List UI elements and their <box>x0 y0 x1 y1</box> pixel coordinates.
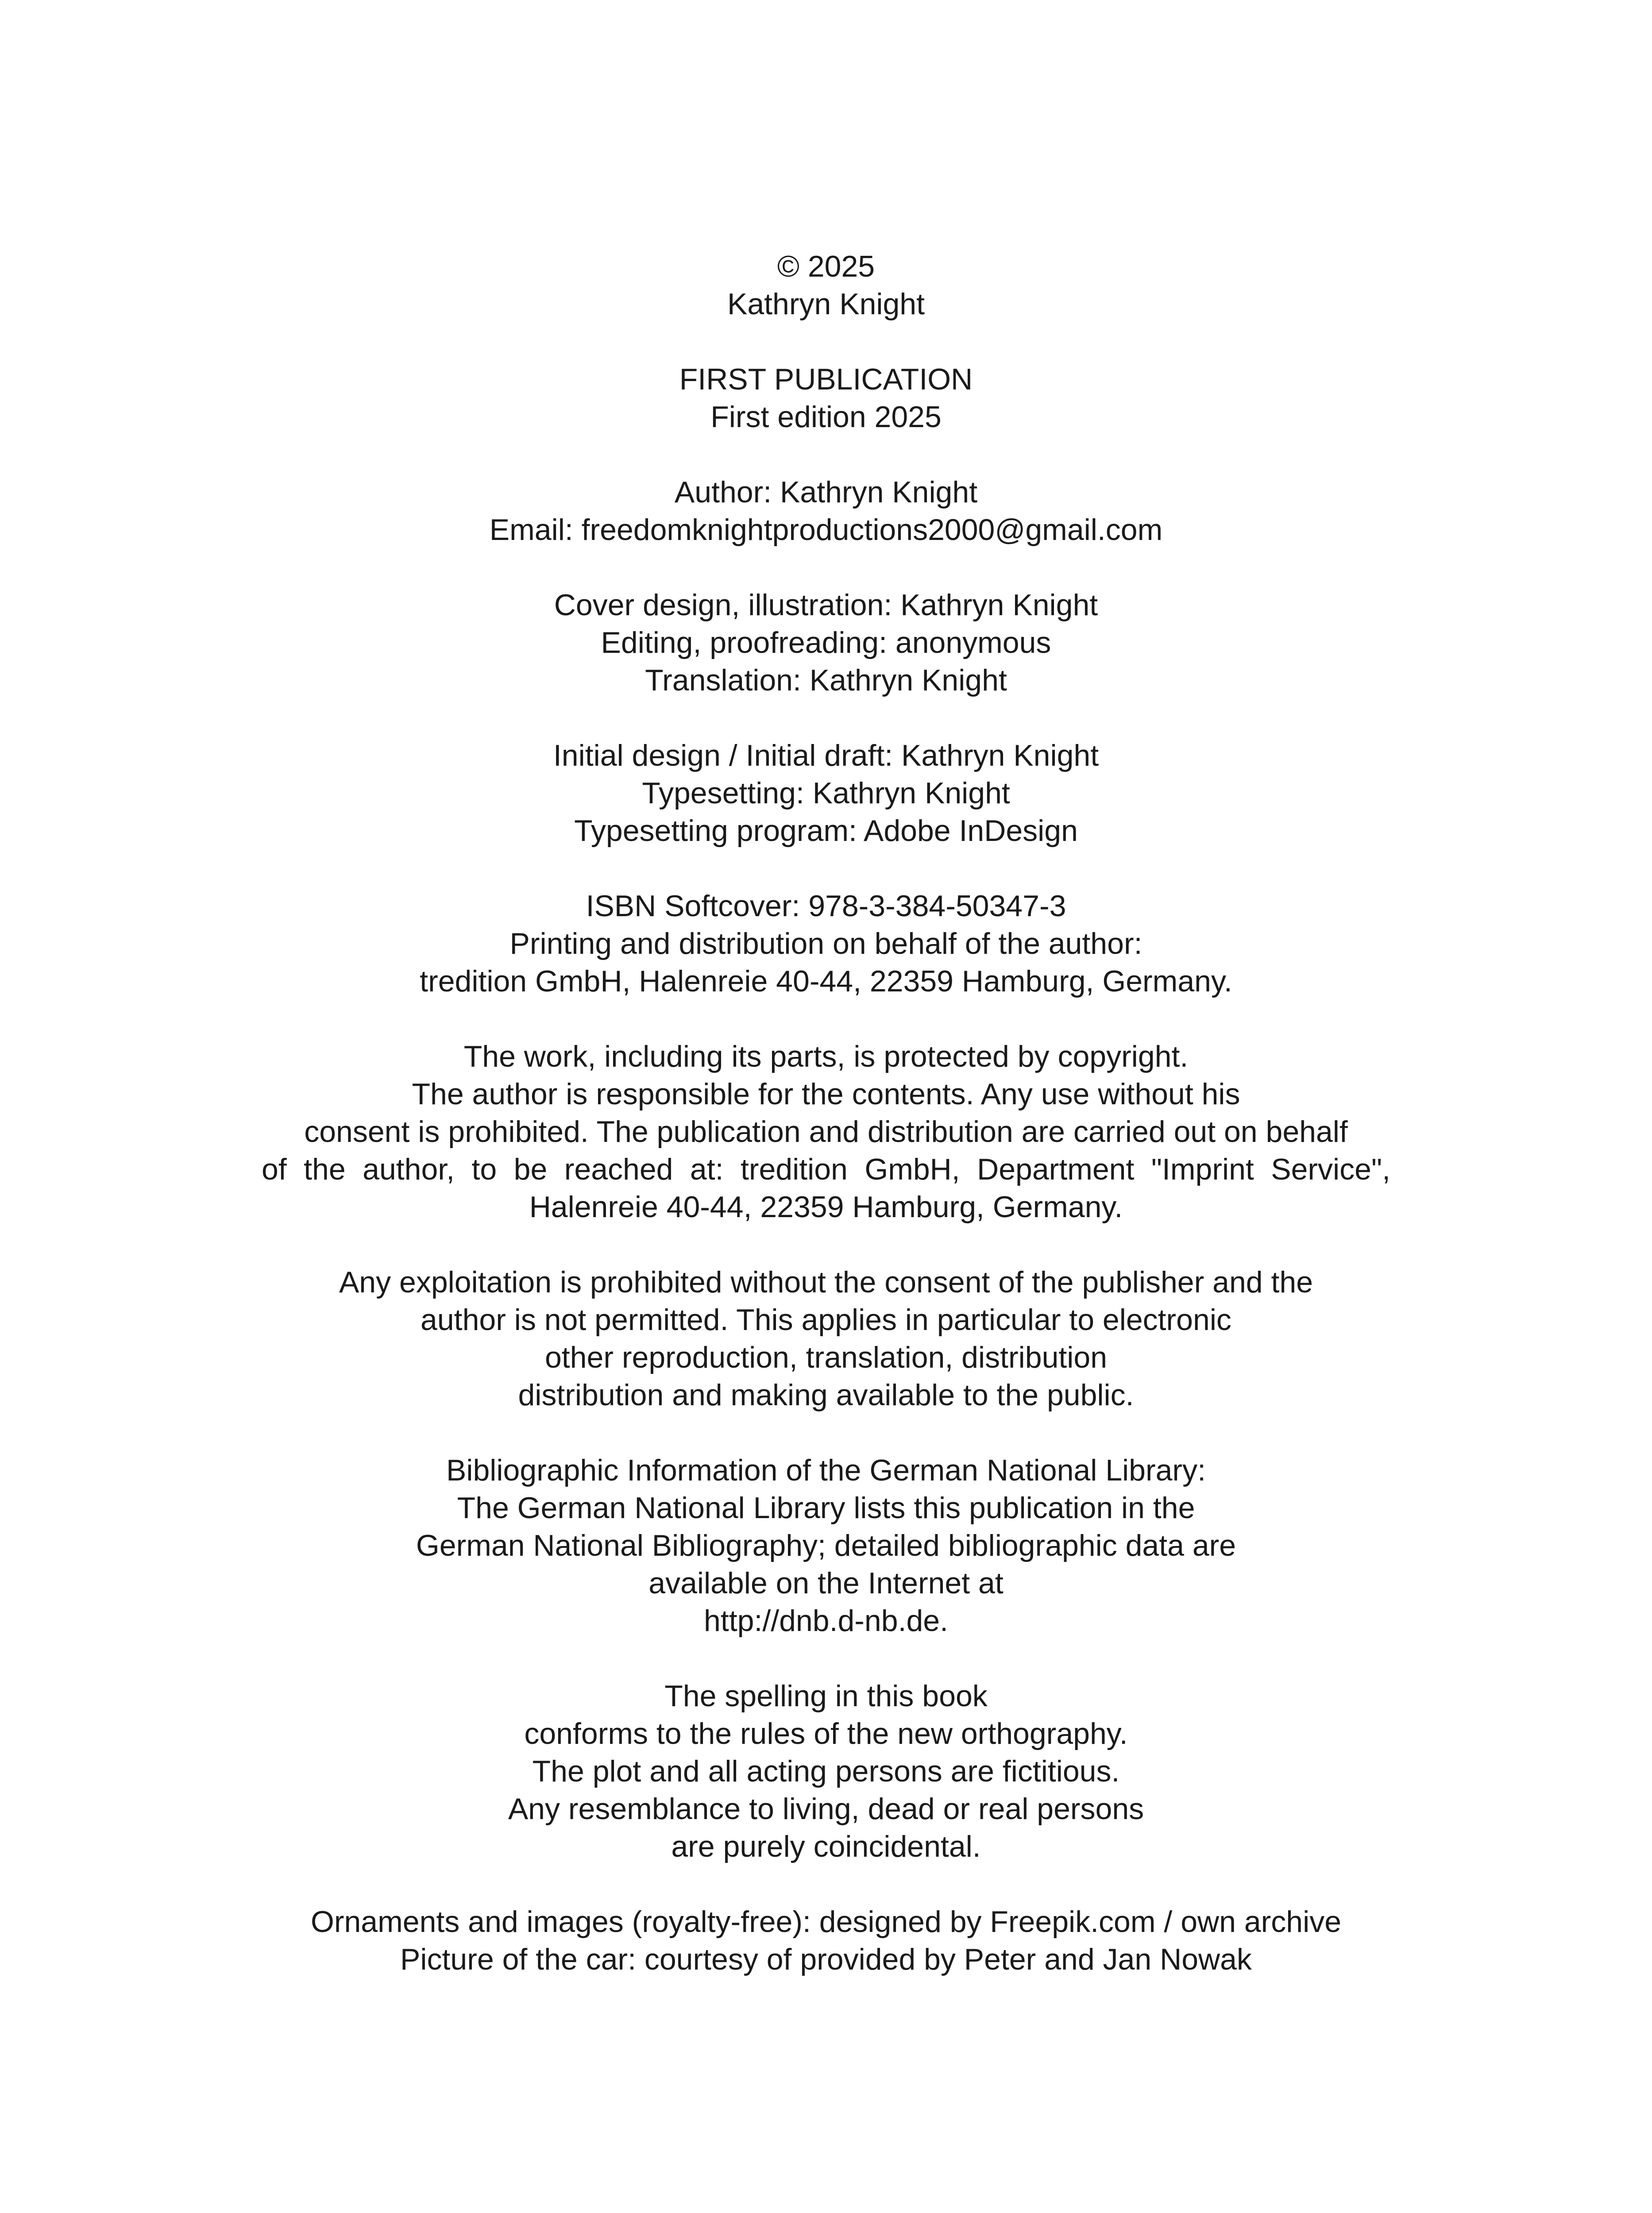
copyright-notice-line-3: consent is prohibited. The publication and distribution are carried out on behalf <box>304 1115 1348 1149</box>
author-block <box>0 474 1652 549</box>
copyright-notice-line-4: of the author, to be reached at: tredition GmbH, Department "Imprint Service", <box>262 1153 1390 1186</box>
publication-heading: FIRST PUBLICATION <box>679 362 973 396</box>
bibliographic-line-1: Bibliographic Information of the German National Library: <box>446 1453 1206 1487</box>
spelling-line-2: conforms to the rules of the new orthography. <box>524 1717 1128 1750</box>
typesetting-program-line: Typesetting program: Adobe InDesign <box>574 814 1078 848</box>
dnb-url: http://dnb.d-nb.de. <box>704 1604 948 1638</box>
copyright-notice-block <box>0 1038 1652 1226</box>
copyright-notice-line-5: Halenreie 40-44, 22359 Hamburg, Germany. <box>529 1190 1123 1224</box>
isbn-line: ISBN Softcover: 978-3-384-50347-3 <box>586 889 1066 923</box>
spelling-line-4: Any resemblance to living, dead or real persons <box>508 1792 1144 1826</box>
publication-block <box>0 361 1652 436</box>
edition-line: First edition 2025 <box>710 400 942 434</box>
copyright-notice-line-2: The author is responsible for the contents. Any use without his <box>412 1077 1240 1111</box>
exploitation-line-3: other reproduction, translation, distribution <box>544 1341 1108 1374</box>
author-line: Author: Kathryn Knight <box>674 475 978 509</box>
exploitation-block <box>0 1264 1652 1414</box>
bibliographic-line-3: German National Bibliography; detailed bibliographic data are <box>416 1529 1236 1562</box>
bibliographic-line-2: The German National Library lists this publication in the <box>457 1491 1195 1525</box>
design-block <box>0 737 1652 850</box>
car-picture-credit-line: Picture of the car: courtesy of provided by Peter and Jan Nowak <box>400 1943 1252 1976</box>
spelling-block <box>0 1677 1652 1866</box>
printing-line: Printing and distribution on behalf of the author: <box>509 927 1143 960</box>
copyright-block <box>0 248 1652 323</box>
credits-block <box>0 586 1652 699</box>
bibliographic-line-4: available on the Internet at <box>648 1566 1004 1600</box>
editing-line: Editing, proofreading: anonymous <box>601 626 1051 659</box>
exploitation-line-2: author is not permitted. This applies in particular to electronic <box>421 1303 1231 1337</box>
initial-design-line: Initial design / Initial draft: Kathryn Knight <box>553 739 1099 772</box>
translation-line: Translation: Kathryn Knight <box>645 663 1007 697</box>
email-line: Email: freedomknightproductions2000@gmail.com <box>489 513 1163 547</box>
spelling-line-5: are purely coincidental. <box>671 1830 981 1863</box>
exploitation-line-1: Any exploitation is prohibited without the consent of the publisher and the <box>339 1265 1313 1299</box>
copyright-year: © 2025 <box>777 250 875 283</box>
cover-design-line: Cover design, illustration: Kathryn Knight <box>554 588 1098 622</box>
spelling-line-1: The spelling in this book <box>664 1679 988 1713</box>
copyright-notice-line-1: The work, including its parts, is protected by copyright. <box>463 1040 1189 1073</box>
exploitation-line-4: distribution and making available to the public. <box>518 1378 1134 1412</box>
images-credit-block <box>0 1903 1652 1978</box>
copyright-holder: Kathryn Knight <box>727 287 925 321</box>
spelling-line-3: The plot and all acting persons are fictitious. <box>532 1754 1120 1788</box>
isbn-block <box>0 887 1652 1000</box>
publisher-address-line: tredition GmbH, Halenreie 40-44, 22359 Hamburg, Germany. <box>420 964 1232 998</box>
imprint-page <box>0 248 1652 1978</box>
bibliographic-block <box>0 1452 1652 1640</box>
ornaments-credit-line: Ornaments and images (royalty-free): designed by Freepik.com / own archive <box>310 1905 1342 1939</box>
typesetting-line: Typesetting: Kathryn Knight <box>642 776 1010 810</box>
